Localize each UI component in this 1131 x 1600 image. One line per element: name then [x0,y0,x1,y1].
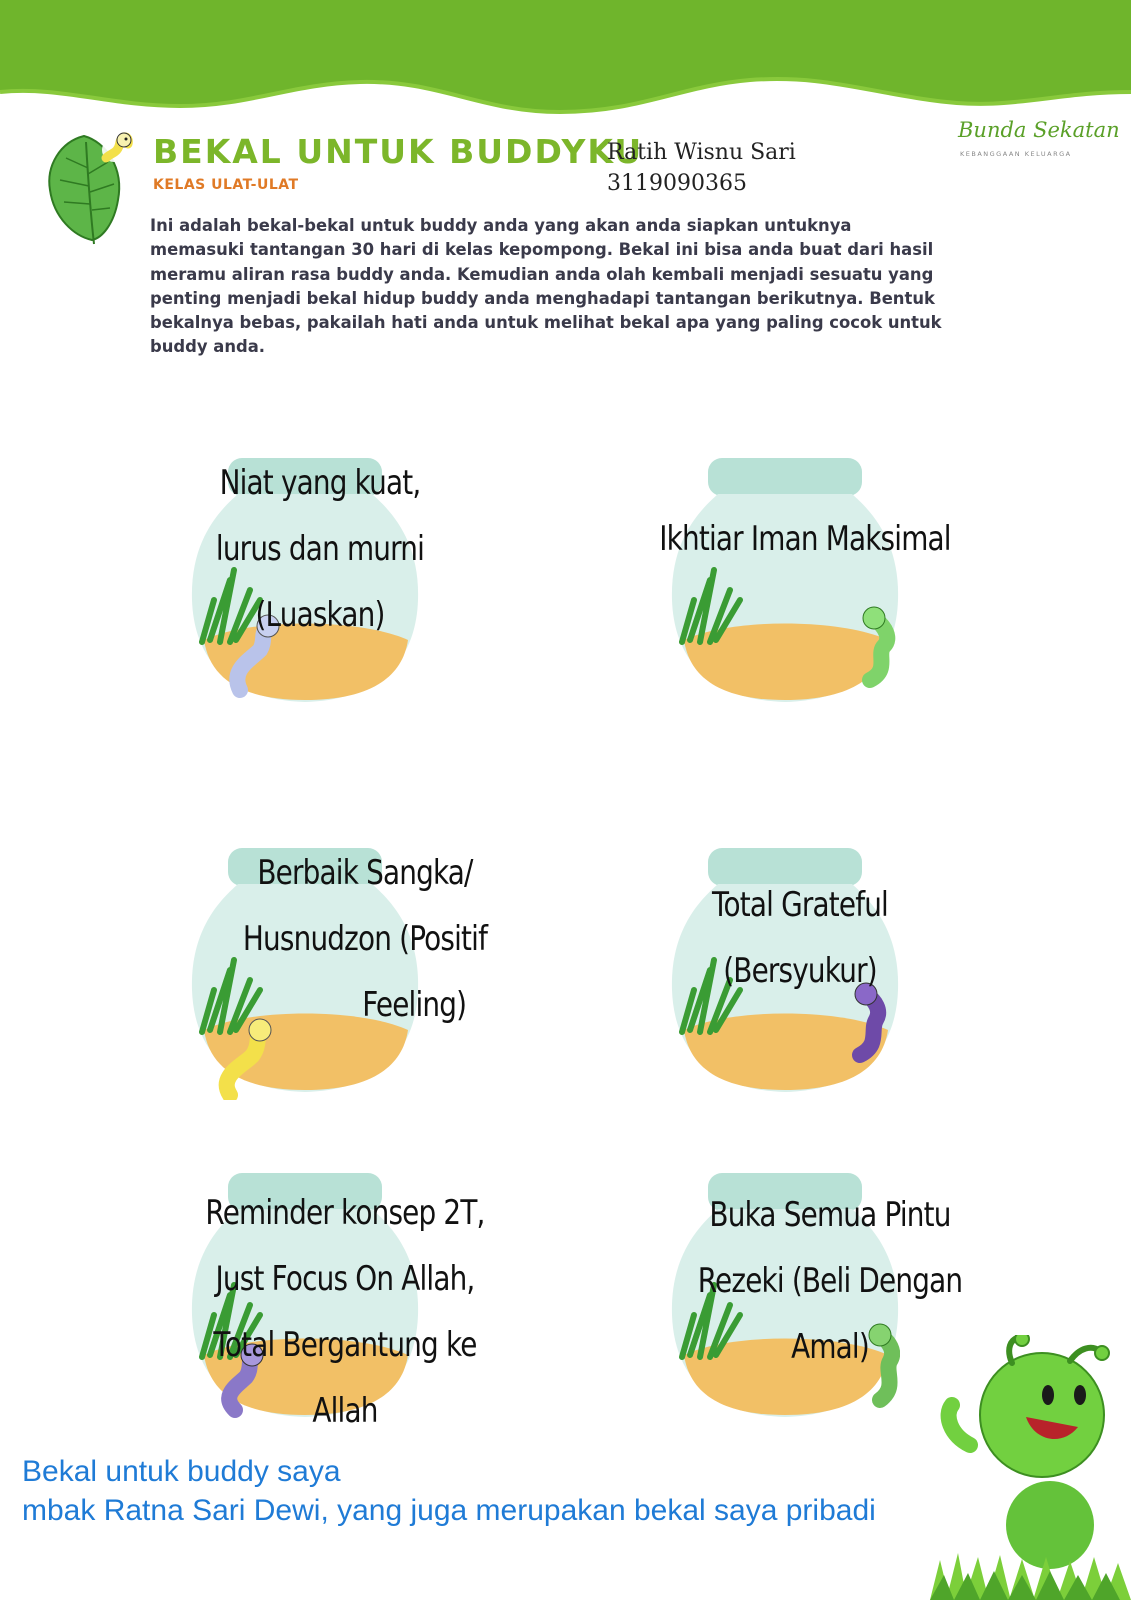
author-name: Ratih Wisnu Sari [607,140,796,165]
header-wave-band [0,0,1131,120]
jar-2 [670,450,900,710]
caption-line-1: Bekal untuk buddy saya [22,1455,341,1488]
author-block [607,137,796,199]
jar-graphic [670,450,900,710]
jar-1-text [197,450,443,648]
jar-5-text [193,1180,496,1444]
page-title: BEKAL UNTUK BUDDYKU [153,132,644,171]
jar-5-line-3: Total Bergantung ke [213,1325,477,1365]
jar-3-line-3: Feeling) [362,985,467,1025]
jar-3-text [226,840,505,1038]
caterpillar-mascot [930,1335,1131,1600]
jar-6-line-1: Buka Semua Pintu [709,1195,951,1235]
jar-4-text [677,872,923,1004]
brand-tagline: KEBANGGAAN KELUARGA [960,150,1072,158]
leaf-caterpillar-logo [44,128,134,248]
jar-3-line-1: Berbaik Sangka/ [257,853,473,893]
jar-4-line-1: Total Grateful [712,885,888,925]
jar-2-line-1: Ikhtiar Iman Maksimal [659,519,951,559]
jar-6-line-2: Rezeki (Beli Dengan [697,1261,963,1301]
jar-1-line-1: Niat yang kuat, [219,463,421,503]
jar-5-line-1: Reminder konsep 2T, [205,1193,485,1233]
page-subtitle: KELAS ULAT-ULAT [153,177,299,193]
jar-3-line-2: Husnudzon (Positif [242,919,488,959]
caption-line-2: mbak Ratna Sari Dewi, yang juga merupakan bekal saya pribadi [22,1494,876,1527]
jar-5-line-2: Just Focus On Allah, [215,1259,475,1299]
jar-6-line-3: Amal) [791,1327,869,1367]
brand-logo [958,118,1118,164]
intro-paragraph: Ini adalah bekal-bekal untuk buddy anda yang akan anda siapkan untuknya memasuki tantangan 30 hari di kelas kepompong. Bekal ini bisa anda buat dari hasil meramu aliran rasa buddy anda. Kemudian anda olah kembali menjadi sesuatu yang penting menjadi bekal hidup buddy anda menghadapi tantangan berikutnya. Bentuk bekalnya bebas, pakailah hati anda untuk melihat bekal apa yang paling cocok untuk buddy anda. [150,216,942,357]
footer-caption [22,1452,876,1530]
brand-name: Bunda Sekatan [958,118,1120,142]
author-id: 3119090365 [607,171,747,196]
jar-4-line-2: (Bersyukur) [723,951,877,991]
jar-5-line-4: Allah [312,1391,378,1431]
jar-1-line-2: lurus dan murni [215,529,425,569]
jar-2-text [649,506,961,572]
jar-1-line-3: (Luaskan) [255,595,385,635]
